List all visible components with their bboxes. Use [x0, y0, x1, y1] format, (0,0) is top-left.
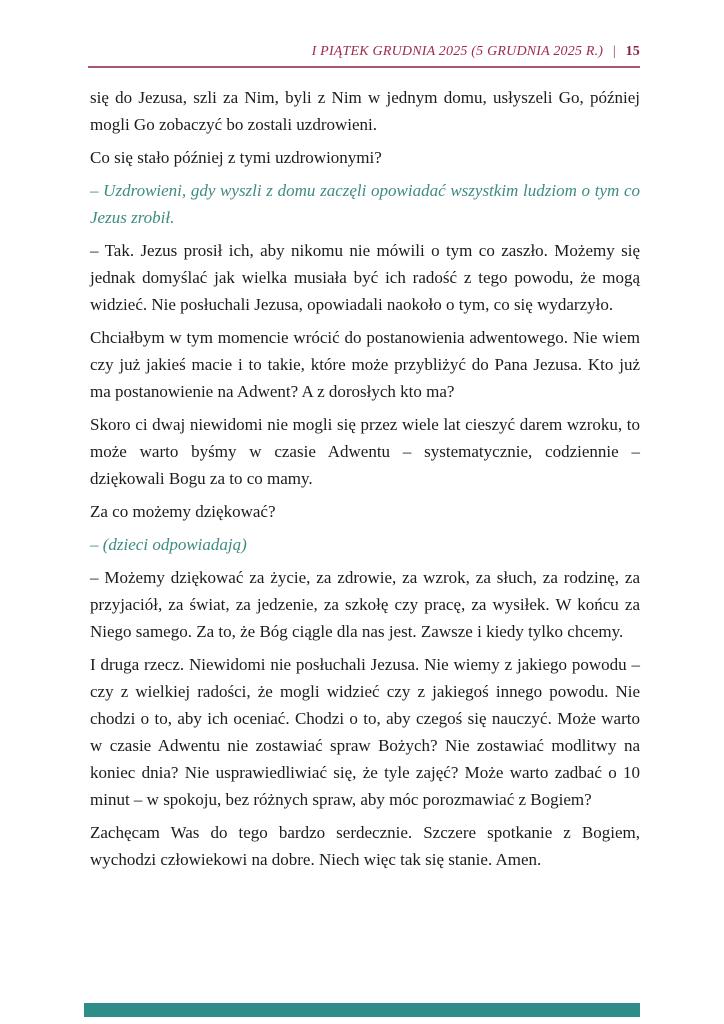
- dialog-paragraph: – Uzdrowieni, gdy wyszli z domu zaczęli opowiadać wszystkim ludziom o tym co Jezus zrobił.: [90, 181, 640, 227]
- footer-bar: [84, 1003, 640, 1017]
- paragraph: Co się stało później z tymi uzdrowionymi?: [90, 148, 382, 167]
- header-divider: |: [612, 44, 616, 59]
- dialog-paragraph: – (dzieci odpowiadają): [90, 535, 247, 554]
- paragraph: Chciałbym w tym momencie wrócić do postanowienia adwentowego. Nie wiem czy już jakieś macie i to takie, które może przybliżyć do Pana Jezusa. Kto już ma postanowienie na Adwent? A z dorosłych kto ma?: [90, 328, 640, 401]
- header-rule: [88, 66, 640, 68]
- paragraph: – Tak. Jezus prosił ich, aby nikomu nie mówili o tym co zaszło. Możemy się jednak domyślać jak wielka musiała być ich radość z tego powodu, że mogą widzieć. Nie posłuchali Jezusa, opowiadali naokoło o tym, co się wydarzyło.: [90, 241, 640, 314]
- page-header: [90, 44, 640, 60]
- paragraph: Skoro ci dwaj niewidomi nie mogli się przez wiele lat cieszyć darem wzroku, to może warto byśmy w czasie Adwentu – systematycznie, codziennie – dziękowali Bogu za to co mamy.: [90, 415, 640, 488]
- header-title: I PIĄTEK GRUDNIA 2025 (5 GRUDNIA 2025 R.): [311, 44, 604, 59]
- page-text: [90, 84, 640, 879]
- paragraph: Zachęcam Was do tego bardzo serdecznie. Szczere spotkanie z Bogiem, wychodzi człowiekowi na dobre. Niech więc tak się stanie. Amen.: [90, 823, 640, 869]
- paragraph: się do Jezusa, szli za Nim, byli z Nim w jednym domu, usłyszeli Go, później mogli Go zobaczyć bo zostali uzdrowieni.: [90, 88, 640, 134]
- page-number: 15: [625, 44, 640, 59]
- paragraph: – Możemy dziękować za życie, za zdrowie, za wzrok, za słuch, za rodzinę, za przyjaciół, za świat, za jedzenie, za szkołę czy pracę, za wysiłek. W końcu za Niego samego. Za to, że Bóg ciągle dla nas jest. Zawsze i kiedy tylko chcemy.: [90, 568, 640, 641]
- paragraph: I druga rzecz. Niewidomi nie posłuchali Jezusa. Nie wiemy z jakiego powodu – czy z wielkiej radości, że mogli widzieć czy z jakiegoś innego powodu. Nie chodzi o to, aby ich oceniać. Chodzi o to, aby czegoś się nauczyć. Może warto w czasie Adwentu nie zostawiać spraw Bożych? Nie zostawiać modlitwy na koniec dnia? Nie usprawiedliwiać się, że tyle zajęć? Może warto zadbać o 10 minut – w spokoju, bez różnych spraw, aby móc porozmawiać z Bogiem?: [90, 655, 640, 809]
- paragraph: Za co możemy dziękować?: [90, 502, 276, 521]
